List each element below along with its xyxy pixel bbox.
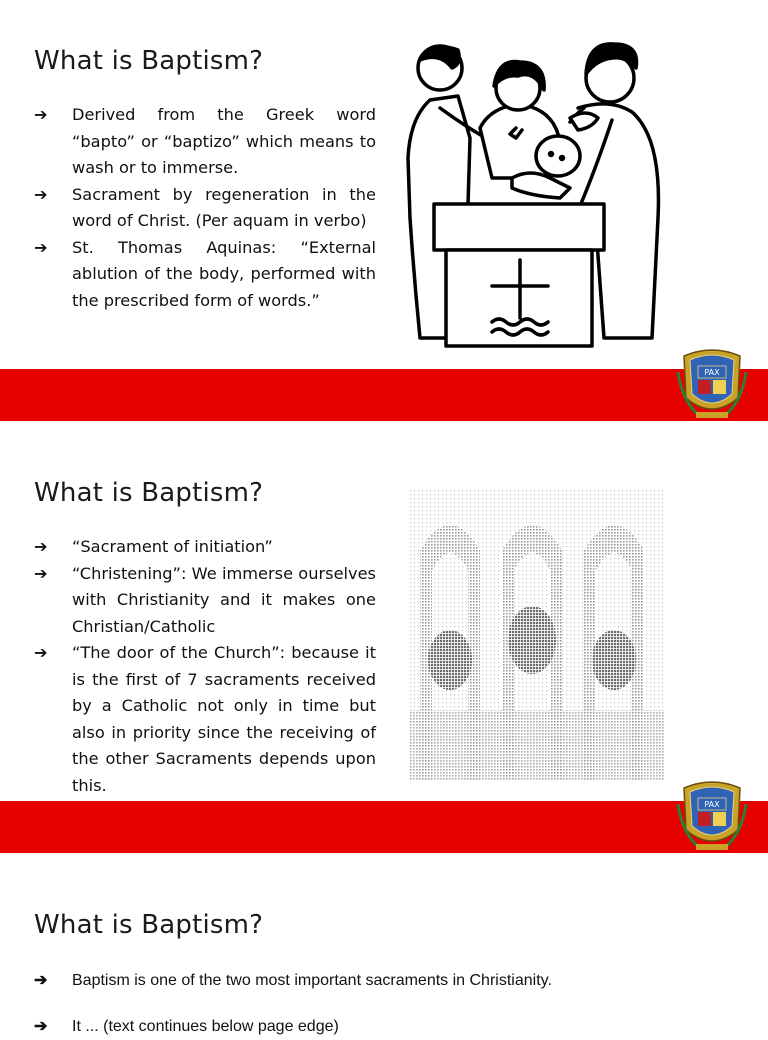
slide-title: What is Baptism?	[34, 910, 264, 940]
bullet-item	[34, 102, 376, 182]
bullet-item	[34, 561, 376, 641]
slide-1	[0, 0, 768, 422]
bullet-list	[34, 102, 376, 314]
bullet-item	[34, 640, 376, 799]
bullet-item	[34, 968, 734, 994]
arrow-icon: ➔	[34, 563, 48, 583]
bullet-text: Baptism is one of the two most important sacraments in Christianity.	[72, 972, 552, 989]
bullet-item	[34, 182, 376, 235]
arrow-icon: ➔	[34, 643, 48, 662]
bullet-item	[34, 534, 376, 561]
bullet-text: “Sacrament of initiation”	[72, 537, 273, 556]
arrow-icon: ➔	[34, 105, 48, 124]
slide-2	[0, 432, 768, 854]
bullet-text: St. Thomas Aquinas: “External ablution of the body, performed with the prescribed form of words.”	[72, 237, 376, 310]
arrow-icon: ➔	[34, 184, 48, 204]
church-interior-image	[410, 490, 664, 780]
bullet-list	[34, 968, 734, 1040]
seal-label: PAX	[704, 800, 720, 809]
arrow-icon: ➔	[34, 537, 48, 556]
seal-label: PAX	[704, 368, 720, 377]
red-footer-band	[0, 369, 768, 421]
bullet-text: It ... (text continues below page edge)	[72, 1018, 339, 1035]
arrow-icon: ➔	[34, 972, 48, 989]
slide-title: What is Baptism?	[34, 478, 264, 508]
bullet-item	[34, 1014, 734, 1040]
bullet-text: “The door of the Church”: because it is the first of 7 sacraments received by a Catholic not only in time but also in priority since the receiving of the other Sacraments depends upon this.	[72, 643, 376, 795]
arrow-icon: ➔	[34, 237, 48, 257]
bullet-text: Derived from the Greek word “bapto” or “baptizo” which means to wash or to immerse.	[72, 105, 376, 177]
bullet-list	[34, 534, 376, 799]
red-footer-band	[0, 801, 768, 853]
slide-title: What is Baptism?	[34, 46, 264, 76]
slide-3	[0, 864, 768, 1035]
arrow-icon: ➔	[34, 1018, 48, 1035]
school-seal-icon	[676, 342, 748, 422]
bullet-text: Sacrament by regeneration in the word of Christ. (Per aquam in verbo)	[72, 184, 376, 230]
school-seal-icon	[676, 774, 748, 854]
bullet-text: “Christening”: We immerse ourselves with Christianity and it makes one Christian/Catholic	[72, 563, 376, 636]
bullet-item	[34, 235, 376, 315]
baptism-illustration-icon	[400, 38, 672, 352]
